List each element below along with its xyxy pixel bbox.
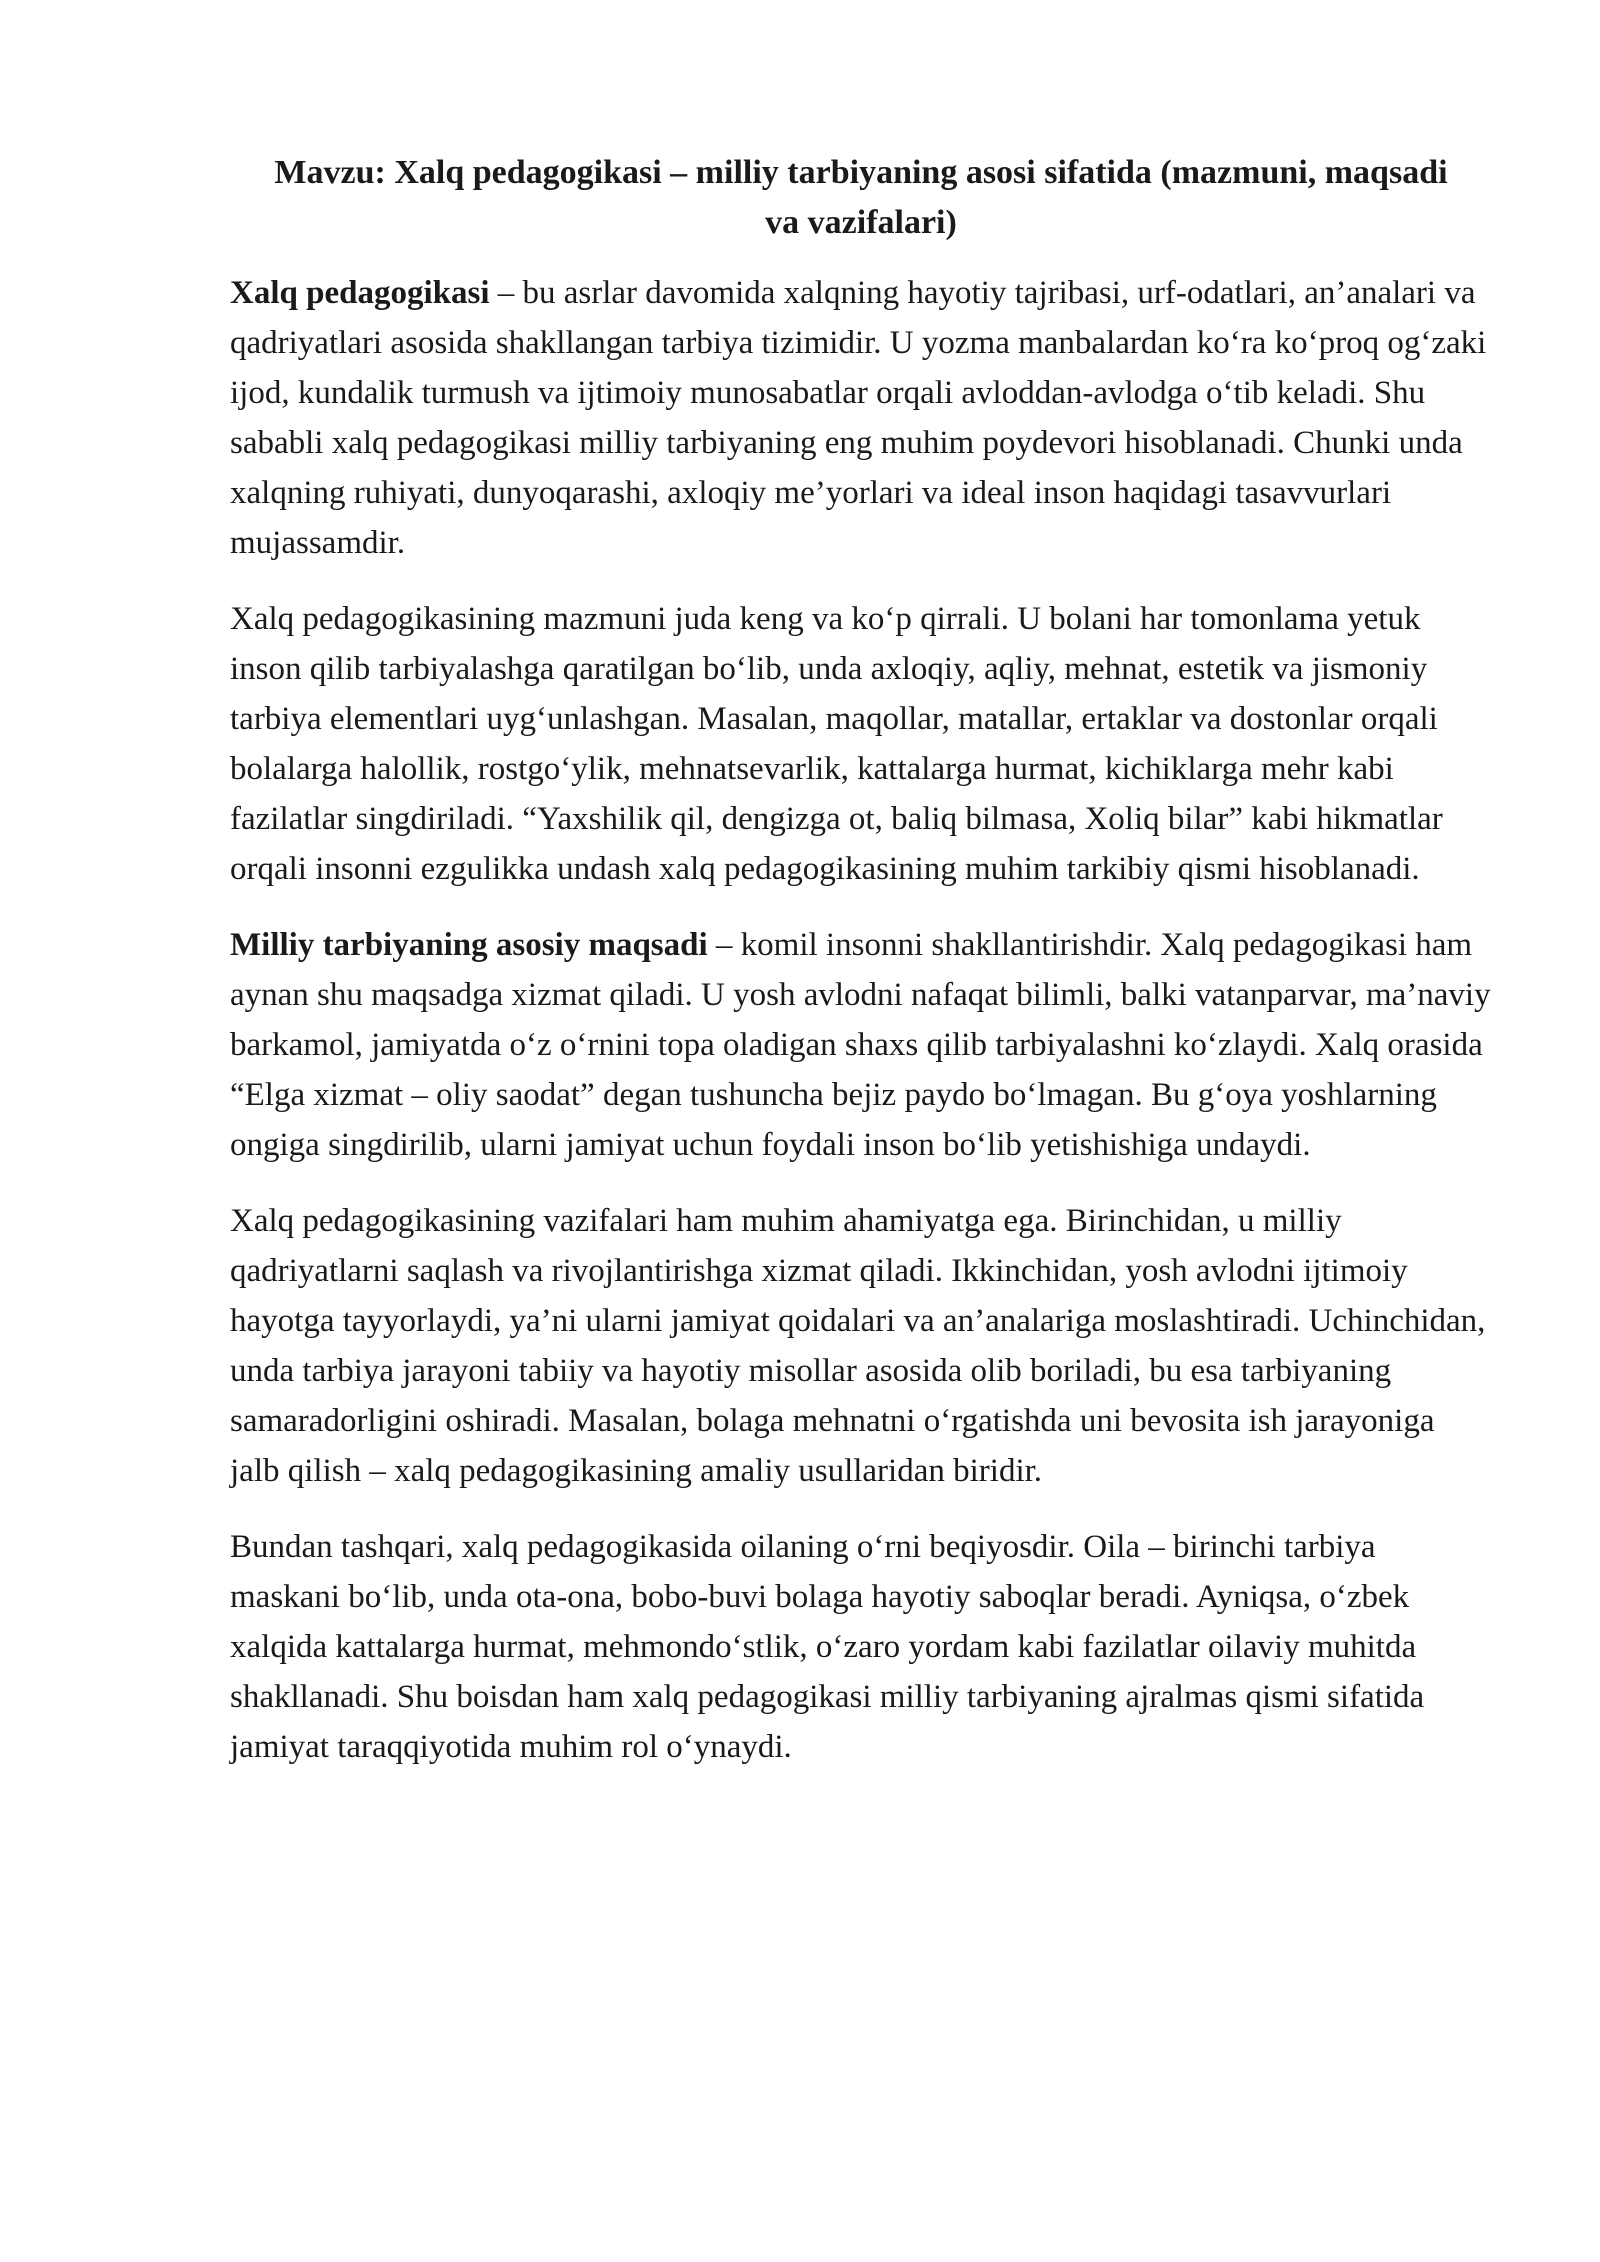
paragraph-text: – komil insonni shakllantirishdir. Xalq pedagogikasi ham aynan shu maqsadga xizmat qiladi. U yosh avlodni nafaqat bilimli, balki vatanparvar, ma’naviy barkamol, jamiyatda o‘z o‘rnini topa oladigan shaxs qilib tarbiyalashni ko‘zlaydi. Xalq orasida “Elga xizmat – oliy saodat” degan tushuncha bejiz paydo bo‘lmagan. Bu g‘oya yoshlarning ongiga singdirilib, ularni jamiyat uchun foydali inson bo‘lib yetishishiga undaydi.: [230, 927, 1491, 1163]
paragraph-text: – bu asrlar davomida xalqning hayotiy tajribasi, urf-odatlari, an’analari va qadriyatlari asosida shakllangan tarbiya tizimidir. U yozma manbalardan ko‘ra ko‘proq og‘zaki ijod, kundalik turmush va ijtimoiy munosabatlar orqali avloddan-avlodga o‘tib keladi. Shu sababli xalq pedagogikasi milliy tarbiyaning eng muhim poydevori hisoblanadi. Chunki unda xalqning ruhiyati, dunyoqarashi, axloqiy me’yorlari va ideal inson haqidagi tasavvurlari mujassamdir.: [230, 275, 1487, 561]
paragraph-4: [230, 1196, 1492, 1496]
paragraph-text: Xalq pedagogikasining mazmuni juda keng va ko‘p qirrali. U bolani har tomonlama yetuk inson qilib tarbiyalashga qaratilgan bo‘lib, unda axloqiy, aqliy, mehnat, estetik va jismoniy tarbiya elementlari uyg‘unlashgan. Masalan, maqollar, matallar, ertaklar va dostonlar orqali bolalarga halollik, rostgo‘ylik, mehnatsevarlik, kattalarga hurmat, kichiklarga mehr kabi fazilatlar singdiriladi. “Yaxshilik qil, dengizga ot, baliq bilmasa, Xoliq bilar” kabi hikmatlar orqali insonni ezgulikka undash xalq pedagogikasining muhim tarkibiy qismi hisoblanadi.: [230, 601, 1443, 887]
paragraph-text: Xalq pedagogikasining vazifalari ham muhim ahamiyatga ega. Birinchidan, u milliy qadriyatlarni saqlash va rivojlantirishga xizmat qiladi. Ikkinchidan, yosh avlodni ijtimoiy hayotga tayyorlaydi, ya’ni ularni jamiyat qoidalari va an’analariga moslashtiradi. Uchinchidan, unda tarbiya jarayoni tabiiy va hayotiy misollar asosida olib boriladi, bu esa tarbiyaning samaradorligini oshiradi. Masalan, bolaga mehnatni o‘rgatishda uni bevosita ish jarayoniga jalb qilish – xalq pedagogikasining amaliy usullaridan biridir.: [230, 1203, 1486, 1489]
paragraph-3: [230, 920, 1492, 1170]
document-title: Mavzu: Xalq pedagogikasi – milliy tarbiyaning asosi sifatida (mazmuni, maqsadi va vazifalari): [274, 154, 1448, 241]
paragraph-5: [230, 1522, 1492, 1772]
paragraph-text: Bundan tashqari, xalq pedagogikasida oilaning o‘rni beqiyosdir. Oila – birinchi tarbiya maskani bo‘lib, unda ota-ona, bobo-buvi bolaga hayotiy saboqlar beradi. Ayniqsa, o‘zbek xalqida kattalarga hurmat, mehmondo‘stlik, o‘zaro yordam kabi fazilatlar oilaviy muhitda shakllanadi. Shu boisdan ham xalq pedagogikasi milliy tarbiyaning ajralmas qismi sifatida jamiyat taraqqiyotida muhim rol o‘ynaydi.: [230, 1529, 1425, 1765]
paragraph-lead: Xalq pedagogikasi: [230, 275, 490, 311]
document-page: [230, 148, 1492, 1798]
paragraph-2: [230, 594, 1492, 894]
paragraph-lead: Milliy tarbiyaning asosiy maqsadi: [230, 927, 708, 963]
paragraph-1: [230, 268, 1492, 568]
